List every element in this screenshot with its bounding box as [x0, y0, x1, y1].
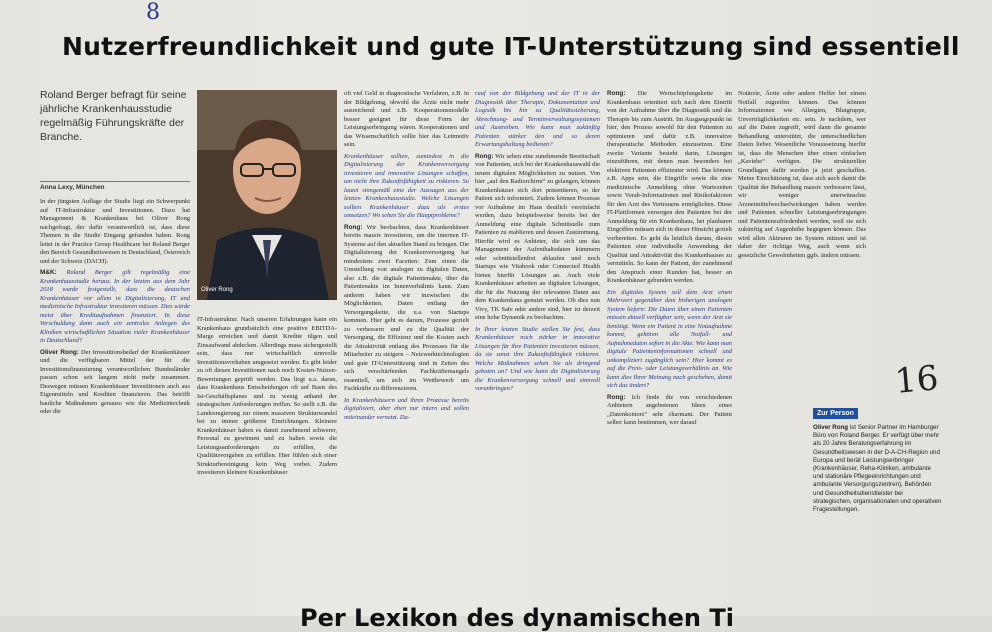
- zur-person-name: Oliver Rong: [813, 424, 849, 431]
- next-article-headline-cut: Per Lexikon des dynamischen Ti: [300, 604, 734, 632]
- portrait-photo: [197, 90, 337, 300]
- col1-label-mk: M&K:: [40, 269, 57, 276]
- col1-answer: Der Investitionsbedarf der Krankenhäuser und die verfügbaren Mittel der für die Investitionsfinanzierung verantwortlichen Bundesländer passen schon seit langem nicht mehr zusammen. Deswegen müssen Krankenhäuser Investitionen auch aus Eigenmitteln und Krediten finanzieren. Das betrifft bauliche Maßnahmen genauso wie die Medizintechnik oder die: [40, 348, 190, 415]
- col5-answer-2: Ich finde die von verschiedenen Anbietern angebotenen Ideen eines „Datenkontors“ sehr charmant. Der Patient selber kann bestimmen, wer darauf: [607, 393, 732, 426]
- handwritten-page-number: 16: [893, 358, 940, 402]
- col3-label: Rong:: [344, 223, 363, 231]
- col6-p1: Notärzte, Ärzte oder andere Helfer bei einem Notfall zugreifen können. Das können Informationen wie Allergien, Blutgruppe, Unverträglichkeiten etc. sein. Je nachdem, wer auf die Daten zugreift, wird dann die gesamte Behandlung unterstützt, die unterschiedlichen Daten lieber. Wesentliche Voraussetzung hierfür ist, dass die Menschen über einen einfachen „Kaviebe“ verfügen. Die strukturellen Grundlagen dafür werden ja jetzt geschaffen. Meine Einschätzung ist, dass sich auch damit die Qualität der Behandlung massiv verbessern lässt, wir weniger unerwünschte Arzneimittelwechselwirkungen haben werden und Patienten schneller Leistungserbringungen und Patientenzufriedenheit werden, weil sie sich zukünftig auf Augenhöhe begegnen können. Das wird allen Akteuren im System nützen und ist daher der richtige Weg, auch wenn sich gesetzliche Gewohnheiten ggfs. ändern müssen.: [738, 90, 866, 259]
- col5-label-2: Rong:: [607, 393, 626, 401]
- col5-question: Ein digitales System soll dem Arzt einen Mehrwert gegenüber dem bisherigen analogen System liefern: Die Daten über einen Patienten müssen aktuell verfügbar sein, wenn der Arzt sie benötigt. Wenn ein Patient in eine Notaufnahme kommt, gehören alle Notfall- und Aufnahmedaten sofort in die Akte. Wie kann man digitale Patienteninformationen schnell und unkompliziert zugänglich sein? Hier kommt es auf die Preis- oder Leistungsverhältnis an. Wie kann dies Ihrer Meinung nach geschehen, damit sich das ändert?: [607, 288, 732, 389]
- col1-question: Roland Berger gilt regelmäßig eine Krankenhausstudie heraus. In der letzten aus dem Jahr 2018 wurde festgestellt, dass die deutschen Krankenhäuser vor allem in Digitalisierung, IT und medizinische Infrastruktur investieren müssen. Dies würde meist über Kreditaufnahmen finanziert. In diese Verschuldung dann auch ein zentrales Anliegen des Kliniken wirtschaftlichen Situation vieler Krankenhäuser in Deutschland?: [40, 269, 190, 344]
- column-5: [607, 90, 732, 608]
- column-6: [738, 90, 866, 360]
- col3-answer: Wir beobachten, dass Krankenhäuser bereits massiv investieren, um die internen IT-Systeme auf den aktuellen Stand zu bringen. Die Digitalisierung der Krankenversorgung hat mindestens zwei Facetten: Zum einen die Umstellung von analogen zu digitalen Daten, also z.B. die digitale Patientenakte, über die Patientenakte im Innenverhältnis kann. Zum anderen haben wir inzwischen die Möglichkeiten, Daten entlang der Versorgungskette, die u.a. von Startups kommen. Hier geht es darum, Prozesse gezielt zu verbessern und zu die Qualität der Versorgung, die Effizienz und die Kosten auch die Attraktivität entlang des Prozesses für die Mitarbeiter zu steigern – Netzwerktechnologien und gute IT-Unterstützung sind in Zeiten des sich verschärfenden Fachkräftemangels essentiell, um sich im Wettbewerb um Fachkräfte zu differenzieren.: [344, 223, 469, 392]
- col5-label: Rong:: [607, 90, 626, 97]
- col3-question: Krankenhäuser sollten, zumindest in die Digitalisierung der Krankenversorgung investieren und innovative Lösungen schaffen, um nicht ihre Zukunftsfähigkeit zu riskieren. So lautet sinngemäß eine der Aussagen aus der letzten Krankenhausstudie. Welche Lösungen sollten Krankenhäuser dazu als erstes umsetzen? Wo sehen Sie die Hauptprobleme?: [344, 152, 469, 219]
- photo-caption: Oliver Rong: [201, 287, 233, 293]
- headline: Nutzerfreundlichkeit und gute IT-Unterstützung sind essentiell: [62, 32, 960, 61]
- column-2: [197, 316, 337, 608]
- col1-p1: In der jüngsten Auflage der Studie liegt ein Schwerpunkt auf IT-Infrastruktur und Investitionen. Dazu hat Management & Krankenhaus bei Oliver Rong nachgefragt, der dafür verantwortlich ist, dass diese Themen in die Studie Eingang gefunden haben. Rong leitet in der Practice Group Healthcare bei Roland Berger den Bereich Gesundheitswesen in Deutschland, Österreich und der Schweiz (DACH).: [40, 198, 190, 265]
- col3-question-2: In Krankenhäusern und ihren Prozesse bereits digitalisiert, aber eben nur intern und sollen miteinander vernetzt. Da-: [344, 396, 469, 421]
- col4-question: rauf von der Bildgebung und der IT in der Diagnostik über Therapie, Dokumentation und Logistik bis hin zu Qualitätssicherung, Abrechnung- und Terminverwaltungssystemen und Austreiben. Wie kann man zukünftig Patienten stärker den und so deren Erwartungshaltung bedienen?: [475, 90, 600, 148]
- col4-question-2: In Ihrer letzten Studie stellen Sie fest, dass Krankenhäuser noch stärker in innovative Lösungen für ihre Patienten investieren müssen, da sie sonst ihre Zukunftsfähigkeit riskieren. Welche Maßnahmen sehen Sie als dringend geboten an? Und wie kann die Digitalisierung die Krankenversorgung schnell und sinnvoll voranbringen?: [475, 325, 600, 392]
- col2-p1: IT-Infrastruktur. Nach unseren Erfahrungen kann ein Krankenhaus grundsätzlich eine positive EBITDA-Marge erreichen und damit Kredite tilgen und Zinsaufwand abdecken. Allerdings muss sichergestellt sein, dass nur wirtschaftlich sinnvolle Investitionsvorhaben umgesetzt werden. Es gibt leider zu oft diesen Investitionen nach noch Kosten-Nutzen-Bewertungen geprüft werden. Das liegt u.a. daran, dass Krankenhaus Entscheidungen oft auf Basis des Ist-Geschäftsplanes und zu wenig anhand der strategischen Anforderungen treffen. So stellt z.B. die Landesregierung zur einem massiven Strukturwandel bei zu immer größeren Einrichtungen. Kleinere Krankenhäuser haben es damit zunehmend schwerer, Personal zu gewinnen und zu halten sowie die Leistungsanforderungen zu erfüllen, die Qualitätsvorgaben zu erfüllen. Hier fühlen sich einer Strukturbereinigung kein Weg vorbei. Zudem investieren kleinere Krankenhäuser: [197, 316, 337, 476]
- col3-p1: oft viel Geld in diagnostische Verfahren, z.B. in der Bildgebung, obwohl die Ärzte nicht mehr ausreichend und z.B. Kooperationsmodelle besser geeignet für diese Form der Leistungserbringung wären. Kooperationen und das Wissenschaftlich sollte hier das Leitmotiv sein.: [344, 90, 469, 148]
- col4-label: Rong:: [475, 152, 494, 160]
- col1-label-answer: Oliver Rong:: [40, 348, 79, 356]
- handwritten-number-top: 8: [146, 0, 160, 25]
- zur-person-bio: ist Senior Partner im Hamburger Büro von Roland Berger. Er verfügt über mehr als 20 Jahre Beratungserfahrung im Gesundheitswesen in der D-A-CH-Region und Europa und berät Leistungserbringer (Krankenhäuser, Reha-Kliniken, ambulante und stationäre Pflegeeinrichtungen und ambulante Versorgungszentren), Behörden und Gesundheitsdienstleister bei strategischen, organisationalen und operativen Fragestellungen.: [813, 424, 942, 514]
- column-1: [40, 198, 190, 608]
- column-3: [344, 90, 469, 608]
- col5-answer: Die Wertschöpfungskette im Krankenhaus orientiert sich nach dem Eintritt von der Aufnahme über die Diagnostik und die Therapie bis zum Austritt. Im Ausgangspunkt ist hier, den Prozess sowohl für den Patienten zu optimieren und dafür z.B. innovative therapeutische Methoden einzusetzen. Eine zweite Variante besteht darin, Lösungen einzuführen, mit denen man besonders bei elektiven Patienten effizienter wird. Das können z.B. Apps sein, die Eingriffe sowie die eine medizinische Anmeldung ohne Wartezeiten sowie Vorab-Informationen und Risikofaktoren für den Arzt des Vertrauens ermöglichen. Diese IT-Plattformen versorgen den Patienten bei der Anmeldung für ein Krankenhaus, bei planbaren Eingriffen müssen sich in dieser Hinsicht gezielt vorbereiten. Es geht da letztlich darum, diesen Patienten eine individuelle Anwendung der Qualität und Attraktivität des Krankenhauses zu vermitteln. So kann der Patient, der zunehmend den Anspruch einer Kunden hat, besser an Krankenhäuser gebunden werden.: [607, 90, 732, 284]
- intro-rule: [40, 181, 190, 182]
- zur-person-box: [813, 402, 943, 514]
- byline: Anna Lexy, München: [40, 184, 105, 191]
- zur-person-text: [813, 424, 943, 514]
- column-4: [475, 90, 600, 608]
- col4-answer: Wir sehen eine zunehmende Bereitschaft von Patienten, sich bei der Krankenhauswahl die neuen digitalen Möglichkeiten zu nutzen. Von hier „auf den Radiorchirm“ zu gelangen, können Krankenhäuser sich dort präsentieren, so der Patient sich informiert. Zudem können Prozesse vor Aufnahme im Haus deutlich vereinfacht werden, dazu beispielsweise bereits bei der Anmeldung eine digitale Schnittstelle zum Patienten zu etablieren und dessen Zustimmung. Hierfür wird es Anbieter, die sich um das Management der Aufenthaltsdaten kümmern oder schnittstellenfrei ablaufen und noch Startups wie Vitabook oder Connected Health bieten hierfür Lösungen an. Auch viele Krankenhäuser arbeiten an digitalen Lösungen, die für die Nutzung der relevanten Daten aus dem Krankenhaus genutzt werden. Ob dies nun Vivy, TK Safe oder andere sind, hier ist derzeit eine hohe Dynamik zu beobachten.: [475, 152, 600, 321]
- zur-person-title: Zur Person: [813, 408, 858, 419]
- intro-text: Roland Berger befragt für seine jährliche Krankenhausstudie regelmäßig Führungskräfte der Branche.: [40, 89, 187, 143]
